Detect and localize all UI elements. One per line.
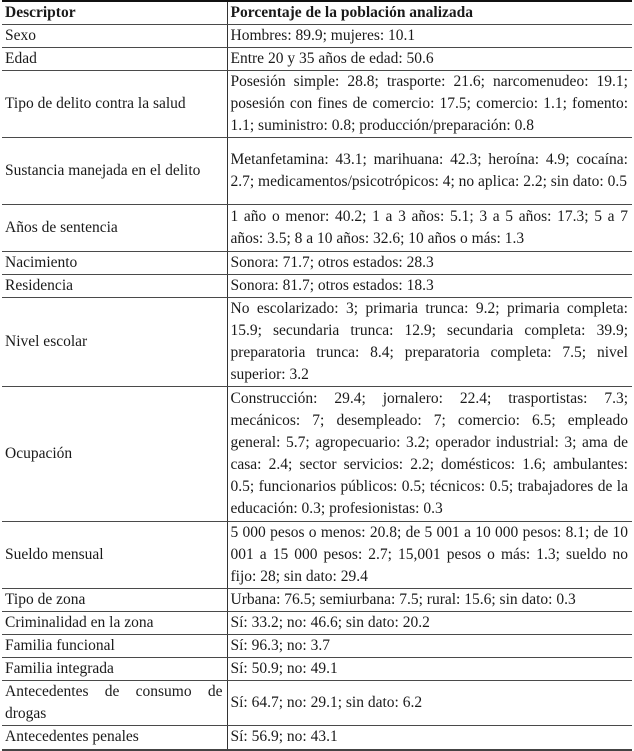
row-descriptor: Nivel escolar (2, 298, 227, 387)
table-row (2, 205, 632, 252)
row-descriptor: Familia integrada (2, 658, 227, 681)
header-descriptor: Descriptor (2, 1, 227, 25)
row-value: Posesión simple: 28.8; trasporte: 21.6; narcomenudeo: 19.1; posesión con fines de comercio: 17.5; comercio: 1.1; fomento: 1.1; suministro: 0.8; producción/preparación: 0.8 (227, 71, 632, 138)
table-row (2, 25, 632, 48)
row-descriptor: Residencia (2, 275, 227, 298)
table-row (2, 612, 632, 635)
row-descriptor: Sustancia manejada en el delito (2, 138, 227, 205)
row-value: Hombres: 89.9; mujeres: 10.1 (227, 25, 632, 48)
table-row (2, 522, 632, 589)
table-row (2, 658, 632, 681)
row-descriptor: Tipo de zona (2, 589, 227, 612)
table-row (2, 387, 632, 522)
row-value: Sí: 50.9; no: 49.1 (227, 658, 632, 681)
table-header-row (2, 1, 632, 25)
population-descriptor-table (2, 0, 632, 751)
table-body (2, 25, 632, 750)
table-row (2, 138, 632, 205)
row-descriptor: Sexo (2, 25, 227, 48)
row-value: No escolarizado: 3; primaria trunca: 9.2; primaria completa: 15.9; secundaria trunca: 12.9; secundaria completa: 39.9; preparatoria trunca: 8.4; preparatoria completa: 7.5; nivel superior: 3.2 (227, 298, 632, 387)
row-value: Sí: 64.7; no: 29.1; sin dato: 6.2 (227, 681, 632, 726)
row-descriptor: Criminalidad en la zona (2, 612, 227, 635)
table-row (2, 681, 632, 726)
row-descriptor: Ocupación (2, 387, 227, 522)
row-value: Construcción: 29.4; jornalero: 22.4; trasportistas: 7.3; mecánicos: 7; desempleado: 7; comercio: 6.5; empleado general: 5.7; agropecuario: 3.2; operador industrial: 3; ama de casa: 2.4; sector servicios: 2.2; domésticos: 1.6; ambulantes: 0.5; funcionarios públicos: 0.5; técnicos: 0.5; trabajadores de la educación: 0.3; profesionistas: 0.3 (227, 387, 632, 522)
row-descriptor: Antecedentes de consumo de drogas (2, 681, 227, 726)
row-descriptor: Edad (2, 48, 227, 71)
row-descriptor: Años de sentencia (2, 205, 227, 252)
row-descriptor: Sueldo mensual (2, 522, 227, 589)
header-percentage: Porcentaje de la población analizada (227, 1, 632, 25)
table-row (2, 48, 632, 71)
row-value: Sí: 56.9; no: 43.1 (227, 726, 632, 750)
table-row (2, 298, 632, 387)
row-value: Sí: 96.3; no: 3.7 (227, 635, 632, 658)
row-value: Sonora: 81.7; otros estados: 18.3 (227, 275, 632, 298)
table-row (2, 635, 632, 658)
row-value: 5 000 pesos o menos: 20.8; de 5 001 a 10 000 pesos: 8.1; de 10 001 a 15 000 pesos: 2.7; 15,001 pesos o más: 1.3; sueldo no fijo: 28; sin dato: 29.4 (227, 522, 632, 589)
row-descriptor: Tipo de delito contra la salud (2, 71, 227, 138)
row-value: Metanfetamina: 43.1; marihuana: 42.3; heroína: 4.9; cocaína: 2.7; medicamentos/psicotrópicos: 4; no aplica: 2.2; sin dato: 0.5 (227, 138, 632, 205)
table-row (2, 275, 632, 298)
row-descriptor: Familia funcional (2, 635, 227, 658)
table-row (2, 252, 632, 275)
row-descriptor: Antecedentes penales (2, 726, 227, 750)
row-value: 1 año o menor: 40.2; 1 a 3 años: 5.1; 3 a 5 años: 17.3; 5 a 7 años: 3.5; 8 a 10 años: 32.6; 10 años o más: 1.3 (227, 205, 632, 252)
row-descriptor: Nacimiento (2, 252, 227, 275)
table-row (2, 589, 632, 612)
row-value: Entre 20 y 35 años de edad: 50.6 (227, 48, 632, 71)
row-value: Sí: 33.2; no: 46.6; sin dato: 20.2 (227, 612, 632, 635)
row-value: Urbana: 76.5; semiurbana: 7.5; rural: 15.6; sin dato: 0.3 (227, 589, 632, 612)
row-value: Sonora: 71.7; otros estados: 28.3 (227, 252, 632, 275)
table-row (2, 71, 632, 138)
table-row (2, 726, 632, 750)
